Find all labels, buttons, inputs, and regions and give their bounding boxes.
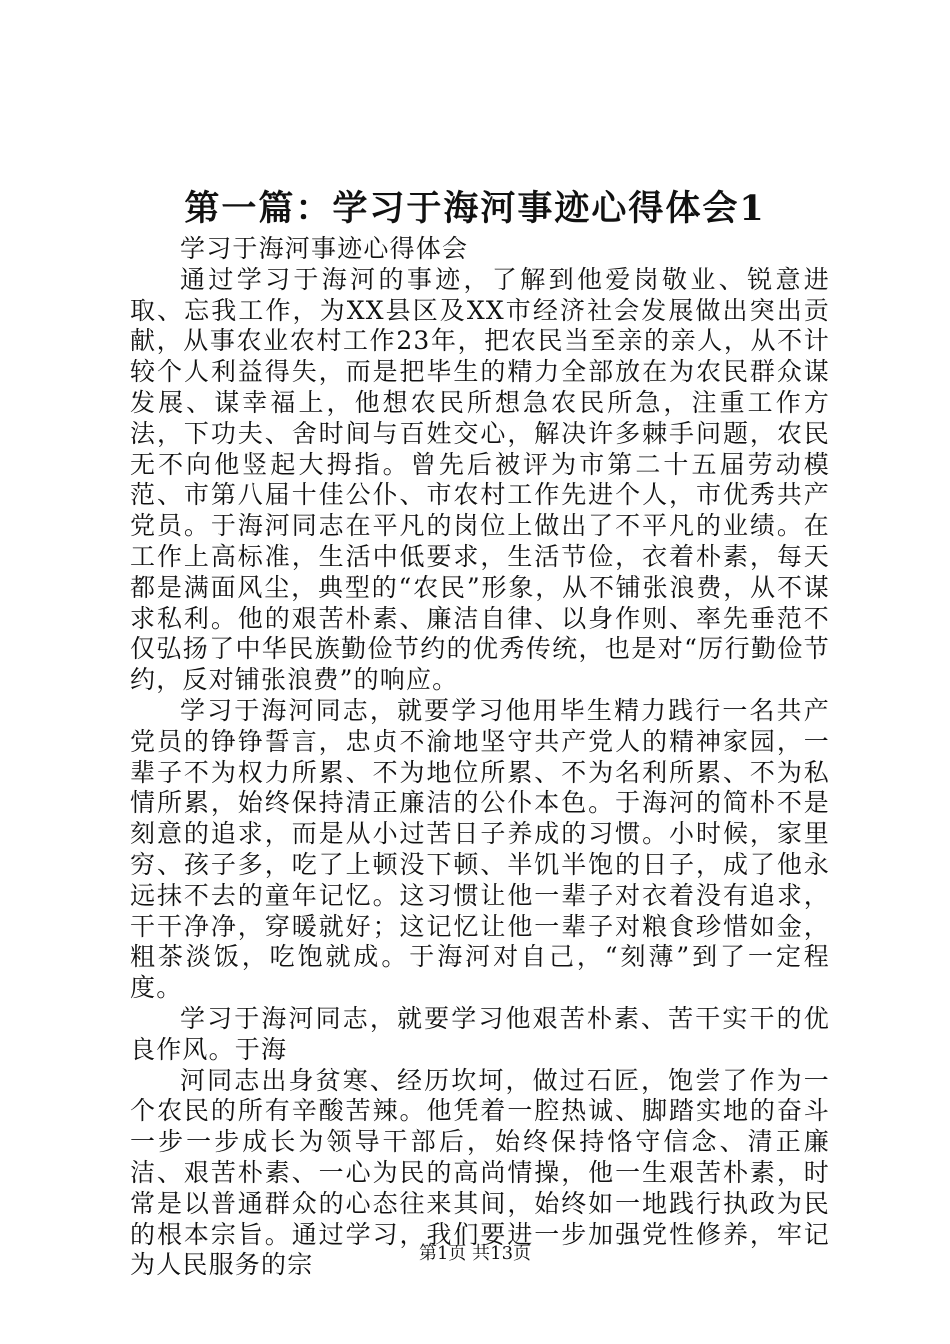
page-footer: 第1页 共13页 xyxy=(418,1243,532,1264)
document-title: 第一篇：学习于海河事迹心得体会1 xyxy=(184,188,766,229)
body-paragraph: 学习于海河同志，就要学习他艰苦朴素、苦干实干的优良作风。于海 xyxy=(130,1003,830,1064)
body-paragraph: 河同志出身贫寒、经历坎坷，做过石匠，饱尝了作为一个农民的所有辛酸苦辣。他凭着一腔热诚、脚踏实地的奋斗一步一步成长为领导干部后，始终保持恪守信念、清正廉洁、艰苦朴素、一心为民的高尚情操，他一生艰苦朴素，时常是以普通群众的心态往来其间，始终如一地践行执政为民的根本宗旨。通过学习，我们要进一步加强党性修养，牢记为人民服务的宗 xyxy=(130,1065,830,1280)
document-body xyxy=(130,234,830,1281)
body-paragraph: 通过学习于海河的事迹，了解到他爱岗敬业、锐意进取、忘我工作，为XX县区及XX市经济社会发展做出突出贡献，从事农业农村工作23年，把农民当至亲的亲人，从不计较个人利益得失，而是把毕生的精力全部放在为农民群众谋发展、谋幸福上，他想农民所想急农民所急，注重工作方法，下功夫、舍时间与百姓交心，解决许多棘手问题，农民无不向他竖起大拇指。曾先后被评为市第二十五届劳动模范、市第八届十佳公仆、市农村工作先进个人，市优秀共产党员。于海河同志在平凡的岗位上做出了不平凡的业绩。在工作上高标准，生活中低要求，生活节俭，衣着朴素，每天都是满面风尘，典型的“农民”形象，从不铺张浪费，从不谋求私利。他的艰苦朴素、廉洁自律、以身作则、率先垂范不仅弘扬了中华民族勤俭节约的优秀传统，也是对“厉行勤俭节约，反对铺张浪费”的响应。 xyxy=(130,264,830,695)
body-paragraph: 学习于海河同志，就要学习他用毕生精力践行一名共产党员的铮铮誓言，忠贞不渝地坚守共产党人的精神家园，一辈子不为权力所累、不为地位所累、不为名利所累、不为私情所累，始终保持清正廉洁的公仆本色。于海河的简朴不是刻意的追求，而是从小过苦日子养成的习惯。小时候，家里穷、孩子多，吃了上顿没下顿、半饥半饱的日子，成了他永远抹不去的童年记忆。这习惯让他一辈子对衣着没有追求，干干净净，穿暖就好；这记忆让他一辈子对粮食珍惜如金，粗茶淡饭，吃饱就成。于海河对自己，“刻薄”到了一定程度。 xyxy=(130,695,830,1003)
subtitle-paragraph: 学习于海河事迹心得体会 xyxy=(180,234,469,263)
